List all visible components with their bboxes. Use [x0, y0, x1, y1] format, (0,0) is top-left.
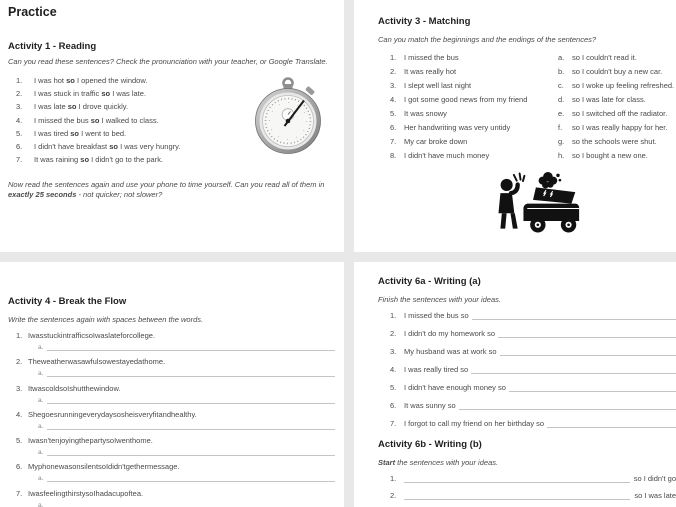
so-connector: so — [80, 155, 90, 165]
reading-sentence — [16, 142, 180, 155]
item-letter: g. — [558, 137, 565, 146]
matching-row — [390, 137, 676, 151]
item-number: 1. — [390, 311, 397, 320]
activity3-heading: Activity 3 - Matching — [378, 16, 471, 27]
writing-item — [390, 365, 676, 383]
activity3-instruction: Can you match the beginnings and the endings of the sentences? — [378, 35, 597, 44]
activity1-note: Now read the sentences again and use your phone to time yourself. Can you read all of them in exactly 25 seconds - not quicker; not slower? — [8, 180, 325, 199]
writing-item — [390, 491, 676, 507]
matching-row — [390, 123, 676, 137]
breakflow-item — [16, 331, 344, 357]
answer-blank — [547, 419, 676, 428]
item-letter: h. — [558, 151, 565, 160]
item-number: 5. — [390, 383, 397, 392]
runon-sentence: MyphonewasonsilentsoIdidn'tgethermessage. — [28, 462, 180, 472]
item-number: 5. — [16, 128, 23, 138]
page-top-right — [354, 0, 676, 252]
item-number: 2. — [390, 491, 397, 500]
breakflow-item — [16, 410, 344, 436]
answer-blank — [47, 474, 335, 482]
matching-ending: so I couldn't buy a new car. — [572, 67, 663, 76]
item-letter: e. — [558, 109, 565, 118]
sub-label: a. — [38, 449, 44, 457]
activity6a-instruction: Finish the sentences with your ideas. — [378, 295, 501, 304]
item-letter: f. — [558, 123, 563, 132]
so-connector: so — [67, 102, 77, 112]
answer-blank — [47, 396, 335, 404]
runon-sentence: Shegoesrunningeverydaysosheisveryfitandhealthy. — [28, 409, 197, 419]
matching-ending: so I bought a new one. — [572, 151, 648, 160]
writing-item — [390, 329, 676, 347]
sentence-end: so I didn't go — [633, 474, 676, 483]
matching-beginning: It was snowy — [404, 109, 447, 118]
sub-label: a. — [38, 475, 44, 483]
answer-blank — [509, 383, 676, 392]
item-number: 3. — [16, 102, 23, 112]
sentence-text: I didn't have breakfast so I was very hungry. — [34, 141, 181, 151]
breakflow-item — [16, 357, 344, 383]
note-bold: exactly 25 seconds — [8, 189, 77, 199]
sentence-start: I was really tired so — [404, 365, 469, 374]
answer-blank — [47, 343, 335, 351]
instruction-bold: Start — [378, 458, 396, 467]
matching-ending: so I was really happy for her. — [572, 123, 668, 132]
activity6b-instruction: Start the sentences with your ideas. — [378, 458, 499, 467]
sentence-start: I forgot to call my friend on her birthday so — [404, 419, 545, 428]
item-number: 7. — [16, 155, 23, 165]
matching-row — [390, 81, 676, 95]
matching-beginning: My car broke down — [404, 137, 468, 146]
writing-item — [390, 401, 676, 419]
answer-blank — [500, 347, 676, 356]
sentence-start: I didn't do my homework so — [404, 329, 496, 338]
matching-beginning: I missed the bus — [404, 53, 459, 62]
matching-beginning: I slept well last night — [404, 81, 472, 90]
sub-label: a. — [38, 370, 44, 378]
answer-blank — [459, 401, 676, 410]
page-bottom-right — [354, 262, 676, 507]
stopwatch-icon — [251, 76, 325, 161]
matching-ending: so I switched off the radiator. — [572, 109, 668, 118]
page-bottom-left — [0, 262, 344, 507]
breakflow-item — [16, 436, 344, 462]
matching-row — [390, 67, 676, 81]
writing-b-list — [390, 474, 676, 507]
sentence-start: I didn't have enough money so — [404, 383, 506, 392]
item-number: 4. — [16, 115, 23, 125]
item-number: 8. — [390, 151, 397, 160]
so-connector: so — [70, 128, 80, 138]
item-number: 4. — [390, 365, 397, 374]
breakflow-item — [16, 384, 344, 410]
item-number: 7. — [16, 488, 23, 498]
item-number: 6. — [390, 401, 397, 410]
sentence-text: I missed the bus so I walked to class. — [34, 115, 159, 125]
so-connector: so — [101, 89, 111, 99]
reading-sentence-list — [16, 76, 180, 168]
breakflow-item — [16, 462, 344, 488]
writing-item — [390, 347, 676, 365]
so-connector: so — [109, 141, 118, 151]
sentence-start: My husband was at work so — [404, 347, 497, 356]
item-number: 2. — [16, 89, 23, 99]
sub-label: a. — [38, 501, 44, 507]
activity4-instruction: Write the sentences again with spaces between the words. — [8, 315, 204, 324]
runon-sentence: IwasstuckintrafficsoIwaslateforcollege. — [28, 331, 156, 340]
sub-label: a. — [38, 344, 44, 351]
item-number: 6. — [390, 123, 397, 132]
matching-beginning: I got some good news from my friend — [404, 95, 528, 104]
matching-row — [390, 109, 676, 123]
sentence-start: I missed the bus so — [404, 311, 469, 320]
item-number: 2. — [16, 357, 23, 367]
sentence-text: I was late so I drove quickly. — [34, 102, 129, 112]
item-number: 7. — [390, 137, 397, 146]
matching-row — [390, 95, 676, 109]
sentence-text: It was raining so I didn't go to the park. — [34, 155, 164, 165]
writing-item — [390, 474, 676, 491]
reading-sentence — [16, 102, 180, 115]
activity4-heading: Activity 4 - Break the Flow — [8, 296, 127, 307]
answer-blank — [404, 491, 630, 500]
matching-ending: so I was late for class. — [572, 95, 646, 104]
item-number: 1. — [16, 331, 23, 340]
item-number: 3. — [390, 347, 397, 356]
breakflow-list — [16, 331, 344, 507]
item-number: 3. — [16, 383, 23, 393]
answer-blank — [471, 365, 676, 374]
answer-blank — [47, 369, 335, 377]
reading-sentence — [16, 129, 180, 142]
writing-a-list — [390, 311, 676, 437]
matching-row — [390, 53, 676, 67]
answer-blank — [47, 422, 335, 430]
item-number: 5. — [390, 109, 397, 118]
item-number: 7. — [390, 419, 397, 428]
writing-item — [390, 311, 676, 329]
answer-blank — [498, 329, 676, 338]
item-number: 1. — [390, 53, 397, 62]
activity1-instruction: Can you read these sentences? Check the pronunciation with your teacher, or Google Translate. — [8, 57, 328, 66]
item-letter: d. — [558, 95, 565, 104]
car-breakdown-icon — [486, 172, 582, 249]
item-number: 1. — [16, 76, 23, 85]
item-number: 4. — [16, 409, 23, 419]
matching-ending: so I woke up feeling refreshed. — [572, 81, 675, 90]
answer-blank — [47, 501, 335, 507]
item-number: 5. — [16, 436, 23, 446]
answer-blank — [404, 474, 630, 483]
item-number: 2. — [390, 67, 397, 76]
page-top-left — [0, 0, 344, 252]
runon-sentence: ItwascoldsoIshutthewindow. — [28, 383, 121, 393]
matching-ending: so I couldn't read it. — [572, 53, 637, 62]
breakflow-item — [16, 489, 344, 507]
page-title: Practice — [8, 5, 57, 19]
item-number: 4. — [390, 95, 397, 104]
matching-beginning: It was really hot — [404, 67, 457, 76]
activity6b-heading: Activity 6b - Writing (b) — [378, 439, 482, 450]
sentence-text: I was hot so I opened the window. — [34, 76, 148, 85]
sentence-text: I was tired so I went to bed. — [34, 128, 127, 138]
item-number: 6. — [16, 141, 23, 151]
runon-sentence: Theweatherwasawfulsowestayedathome. — [28, 357, 166, 367]
item-number: 3. — [390, 81, 397, 90]
reading-sentence — [16, 116, 180, 129]
writing-item — [390, 419, 676, 437]
matching-row — [390, 151, 676, 165]
matching-beginning: Her handwriting was very untidy — [404, 123, 511, 132]
answer-blank — [472, 311, 676, 320]
item-number: 2. — [390, 329, 397, 338]
so-connector: so — [90, 115, 100, 125]
reading-sentence — [16, 155, 180, 168]
sentence-text: I was stuck in traffic so I was late. — [34, 89, 147, 99]
reading-sentence — [16, 89, 180, 102]
matching-list — [390, 53, 676, 165]
runon-sentence: Iwasn'tenjoyingthepartysoIwenthome. — [28, 436, 153, 446]
item-letter: b. — [558, 67, 565, 76]
item-number: 6. — [16, 462, 23, 472]
activity1-heading: Activity 1 - Reading — [8, 41, 97, 52]
sentence-end: so I was late — [634, 491, 676, 500]
runon-sentence: IwasfeelingthirstysoIhadacupoftea. — [28, 488, 144, 498]
activity6a-heading: Activity 6a - Writing (a) — [378, 276, 481, 287]
item-letter: c. — [558, 81, 564, 90]
item-letter: a. — [558, 53, 565, 62]
answer-blank — [47, 448, 335, 456]
reading-sentence — [16, 76, 180, 89]
matching-ending: so the schools were shut. — [572, 137, 657, 146]
so-connector: so — [66, 76, 75, 85]
item-number: 1. — [390, 474, 397, 483]
sub-label: a. — [38, 396, 44, 404]
sub-label: a. — [38, 422, 44, 430]
sentence-start: It was sunny so — [404, 401, 456, 410]
writing-item — [390, 383, 676, 401]
matching-beginning: I didn't have much money — [404, 151, 490, 160]
